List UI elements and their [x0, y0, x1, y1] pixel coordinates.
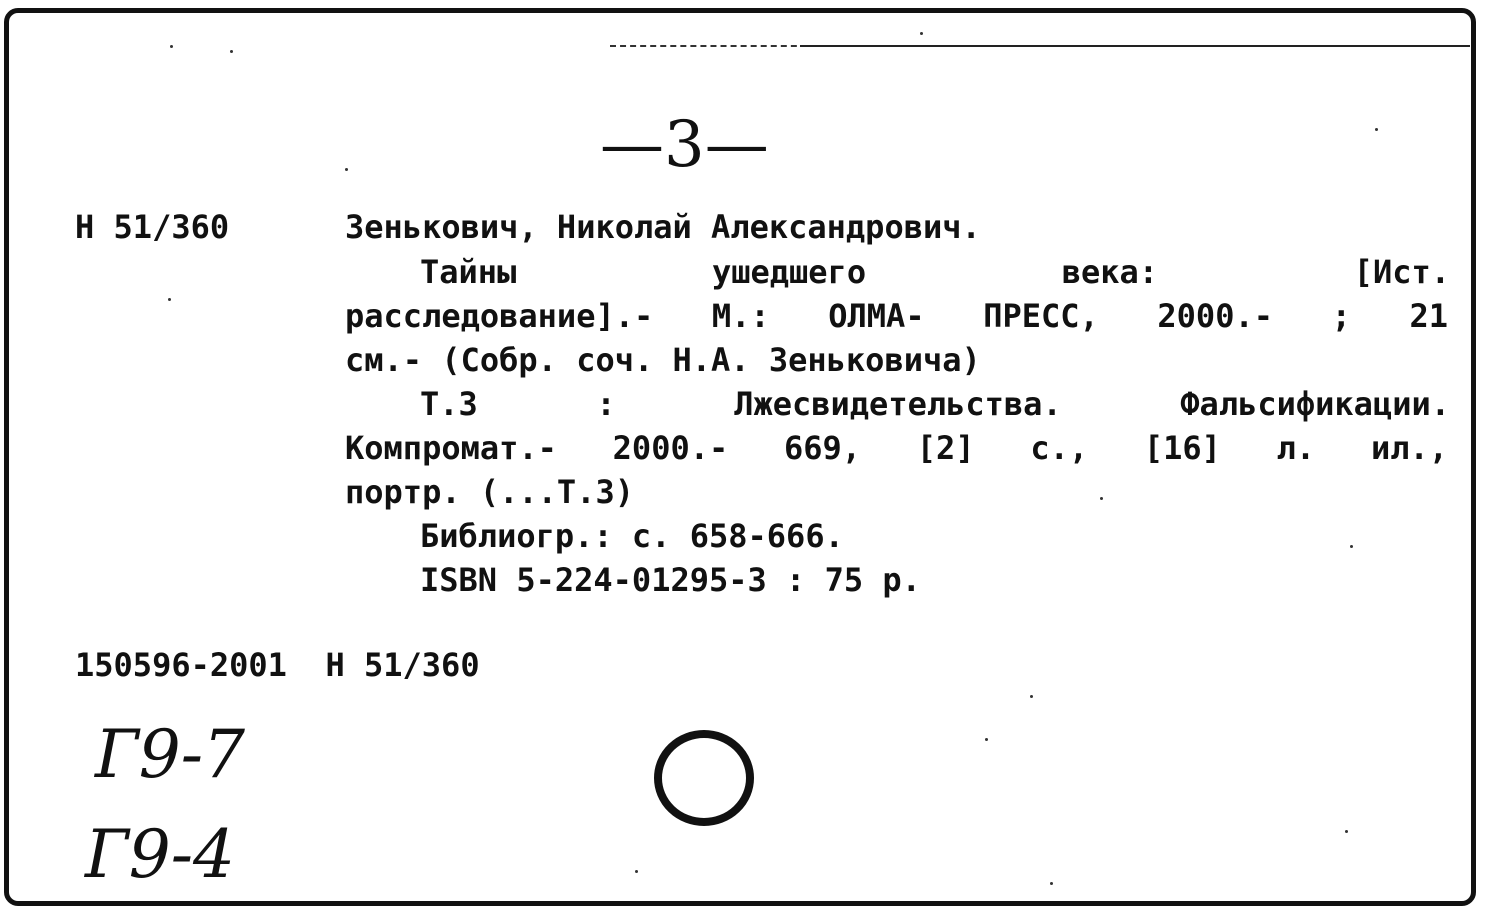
isbn-price: ISBN 5-224-01295-3 : 75 р.	[420, 561, 921, 599]
scan-speck	[985, 738, 988, 741]
scan-speck	[1375, 128, 1378, 131]
title-line-2: расследование].- М.: ОЛМА- ПРЕСС, 2000.- ; 21	[345, 297, 1448, 335]
scan-speck	[1350, 545, 1353, 548]
title-line-1: Тайны ушедшего века: [Ист.	[420, 253, 1450, 291]
scan-speck	[230, 50, 233, 53]
scan-speck	[168, 298, 171, 301]
scan-speck	[345, 168, 348, 171]
scan-speck	[635, 870, 638, 873]
top-rule-line	[800, 45, 1470, 47]
call-number: H 51/360	[75, 208, 230, 246]
scan-speck	[920, 32, 923, 35]
volume-line-2: Компромат.- 2000.- 669, [2] с., [16] л. ил.,	[345, 429, 1448, 467]
bibliography-note: Библиогр.: с. 658-666.	[420, 517, 844, 555]
scan-speck	[1345, 830, 1348, 833]
author-heading: Зенькович, Николай Александрович.	[345, 208, 981, 246]
scan-speck	[1100, 497, 1103, 500]
scan-speck	[1050, 882, 1053, 885]
page-number: —3—	[600, 108, 769, 182]
volume-line-1: Т.3 : Лжесвидетельства. Фальсификации.	[420, 385, 1450, 423]
punch-hole	[652, 728, 756, 832]
scan-speck	[1030, 695, 1033, 698]
inventory-number: 150596-2001 H 51/360	[75, 646, 480, 684]
scan-speck	[170, 45, 173, 48]
title-line-3: см.- (Собр. соч. Н.А. Зеньковича)	[345, 341, 981, 379]
handwritten-note-2: Г9-4	[85, 816, 235, 893]
handwritten-note-1: Г9-7	[95, 716, 245, 793]
volume-line-3: портр. (...Т.3)	[345, 473, 634, 511]
